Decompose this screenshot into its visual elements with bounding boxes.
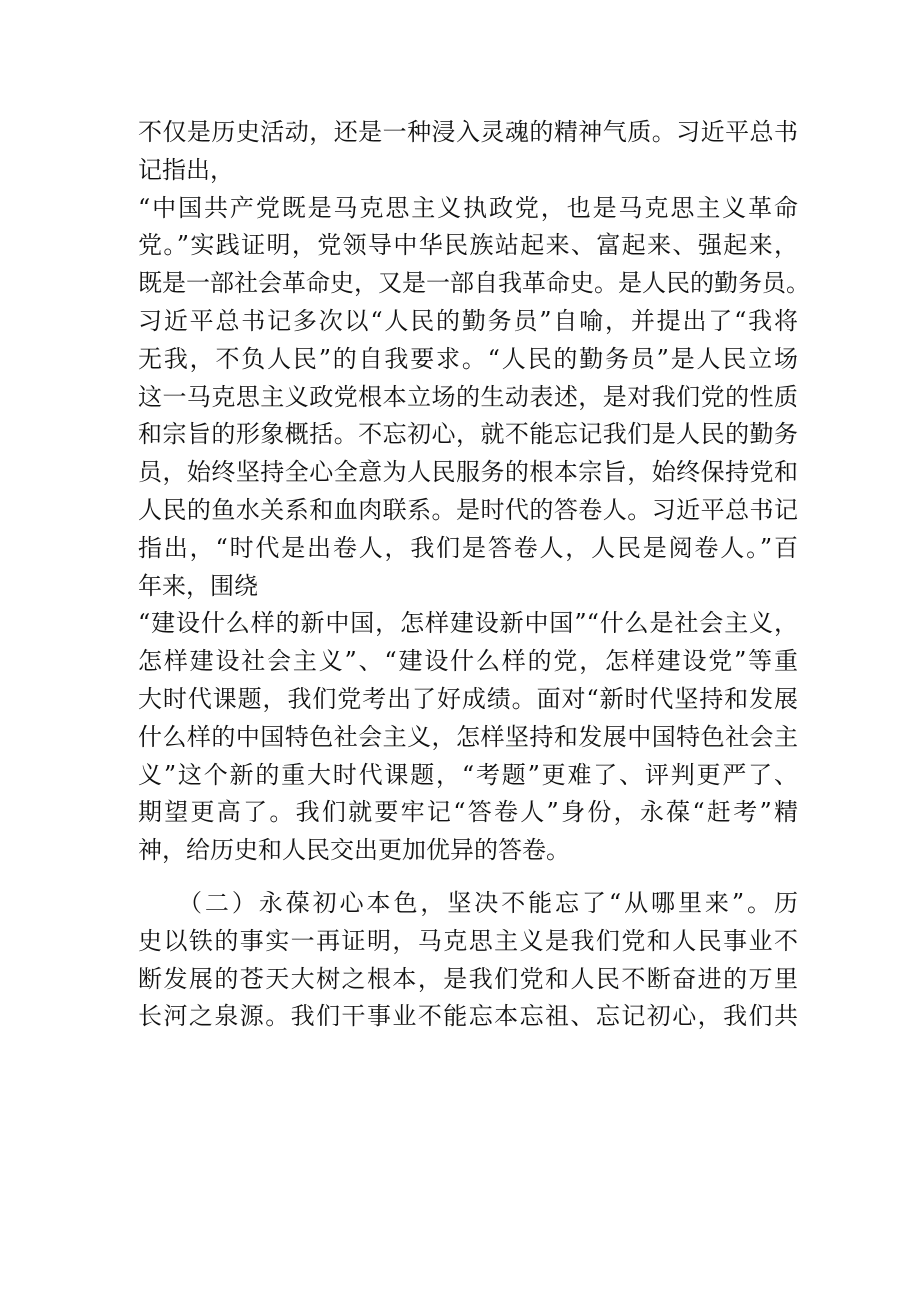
text-line: 员，始终坚持全心全意为人民服务的根本宗旨，始终保持党和 (138, 458, 798, 487)
paragraph-gap (138, 870, 798, 885)
text-line: 无我，不负人民”的自我要求。“人民的勤务员”是人民立场 (138, 344, 798, 373)
text-line: （二）永葆初心本色，坚决不能忘了“从哪里来”。历 (178, 888, 798, 917)
text-line: 期望更高了。我们就要牢记“答卷人”身份，永葆“赶考”精 (138, 798, 798, 827)
text-line: 断发展的苍天大树之根本，是我们党和人民不断奋进的万里 (138, 964, 798, 993)
text-line: “中国共产党既是马克思主义执政党，也是马克思主义革命 (138, 193, 798, 222)
text-line: 年来，围绕 (138, 571, 258, 600)
text-line: 指出，“时代是出卷人，我们是答卷人，人民是阅卷人。”百 (138, 533, 798, 562)
text-line: “建设什么样的新中国，怎样建设新中国”“什么是社会主义， (138, 609, 798, 638)
text-line: 党。”实践证明，党领导中华民族站起来、富起来、强起来， (138, 231, 798, 260)
text-line: 大时代课题，我们党考出了好成绩。面对“新时代坚持和发展 (138, 684, 798, 713)
text-line: 神，给历史和人民交出更加优异的答卷。 (138, 836, 570, 865)
text-line: 不仅是历史活动，还是一种浸入灵魂的精神气质。习近平总书 (138, 118, 798, 146)
text-line: 人民的鱼水关系和血肉联系。是时代的答卷人。习近平总书记 (138, 495, 798, 524)
text-line: 这一马克思主义政党根本立场的生动表述，是对我们党的性质 (138, 382, 798, 411)
text-line: 怎样建设社会主义”、“建设什么样的党，怎样建设党”等重 (138, 647, 798, 676)
text-line: 和宗旨的形象概括。不忘初心，就不能忘记我们是人民的勤务 (138, 420, 798, 449)
text-line: 习近平总书记多次以“人民的勤务员”自喻，并提出了“我将 (138, 306, 798, 335)
text-line: 史以铁的事实一再证明，马克思主义是我们党和人民事业不 (138, 926, 798, 955)
text-line: 记指出， (138, 155, 234, 184)
text-line: 什么样的中国特色社会主义，怎样坚持和发展中国特色社会主 (138, 722, 798, 751)
text-line: 义”这个新的重大时代课题，“考题”更难了、评判更严了、 (138, 760, 798, 789)
text-line: 既是一部社会革命史，又是一部自我革命史。是人民的勤务员。 (138, 269, 810, 298)
body-text (138, 114, 810, 1036)
text-line: 长河之泉源。我们干事业不能忘本忘祖、忘记初心，我们共 (138, 1002, 798, 1031)
